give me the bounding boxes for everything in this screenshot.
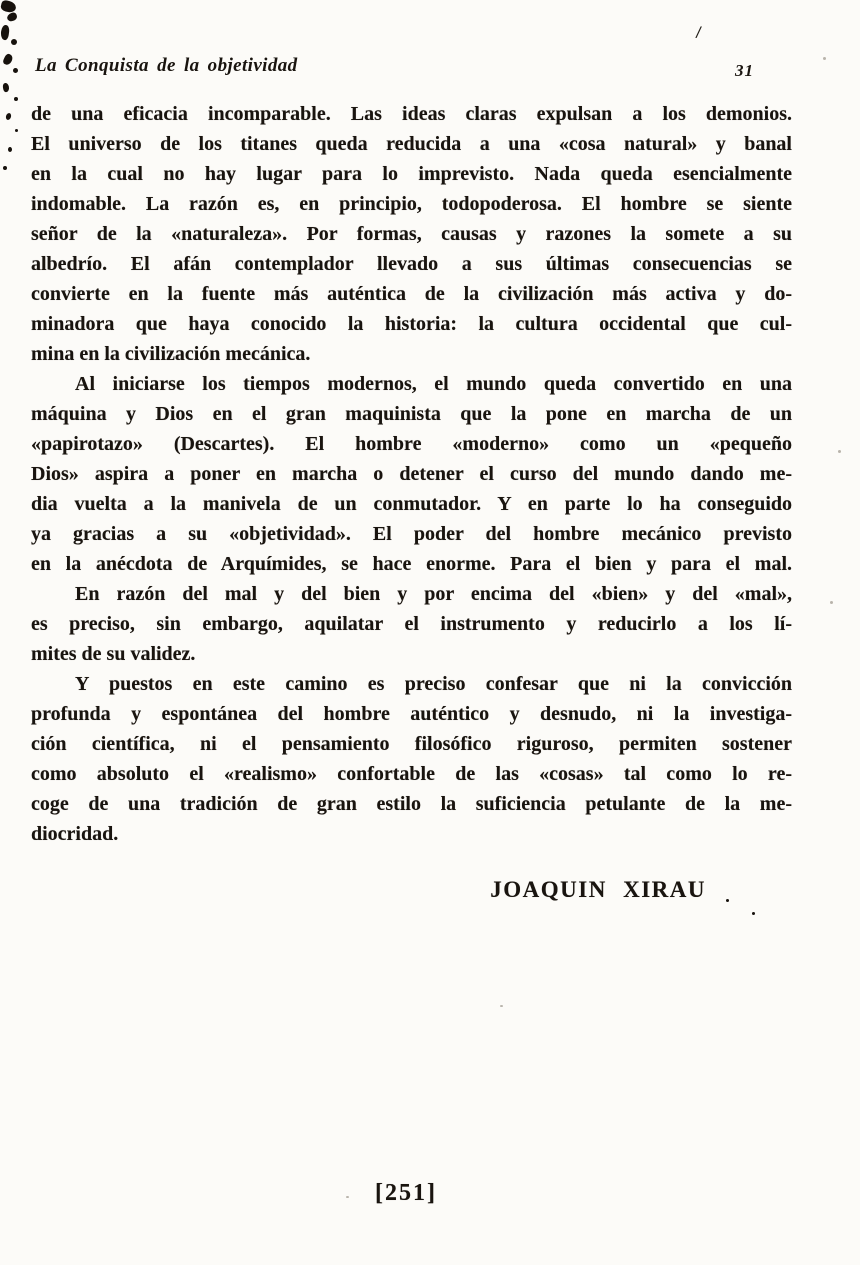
page-number: 31: [735, 61, 754, 80]
text-line: El universo de los titanes queda reducida a una «cosa natural» y banal: [31, 133, 792, 155]
text-line: minadora que haya conocido la historia: la cultura occidental que cul-: [31, 313, 792, 335]
folio-number: [251]: [375, 1180, 437, 1206]
body-text: [31, 99, 792, 849]
text-line: como absoluto el «realismo» confortable de las «cosas» tal como lo re-: [31, 763, 792, 785]
text-line: Dios» aspira a poner en marcha o detener el curso del mundo dando me-: [31, 463, 792, 485]
text-line: albedrío. El afán contemplador llevado a sus últimas consecuencias se: [31, 253, 792, 275]
text-line: dia vuelta a la manivela de un conmutador. Y en parte lo ha conseguido: [31, 493, 792, 515]
text-line: ción científica, ni el pensamiento filosófico riguroso, permiten sostener: [31, 733, 792, 755]
text-line: mina en la civilización mecánica.: [31, 343, 311, 365]
text-line: diocridad.: [31, 823, 119, 845]
text-line: Y puestos en este camino es preciso confesar que ni la convicción: [75, 673, 792, 695]
text-line: de una eficacia incomparable. Las ideas claras expulsan a los demonios.: [31, 103, 792, 125]
page-header: [35, 55, 754, 81]
text-line: coge de una tradición de gran estilo la suficiencia petulante de la me-: [31, 793, 792, 815]
text-line: en la cual no hay lugar para lo imprevisto. Nada queda esencialmente: [31, 163, 792, 185]
text-line: «papirotazo» (Descartes). El hombre «moderno» como un «pequeño: [31, 433, 792, 455]
scan-slash-mark: /: [695, 21, 703, 43]
text-line: convierte en la fuente más auténtica de la civilización más activa y do-: [31, 283, 792, 305]
running-head-title: La Conquista de la objetividad: [35, 55, 298, 76]
author-signature: JOAQUIN XIRAU: [490, 877, 706, 902]
text-line: señor de la «naturaleza». Por formas, causas y razones la somete a su: [31, 223, 792, 245]
text-line: Al iniciarse los tiempos modernos, el mundo queda convertido en una: [75, 373, 792, 395]
text-line: mites de su validez.: [31, 643, 196, 665]
text-line: ya gracias a su «objetividad». El poder del hombre mecánico previsto: [31, 523, 792, 545]
text-line: En razón del mal y del bien y por encima del «bien» y del «mal»,: [75, 583, 792, 605]
text-line: profunda y espontánea del hombre auténtico y desnudo, ni la investiga-: [31, 703, 792, 725]
text-line: máquina y Dios en el gran maquinista que la pone en marcha de un: [31, 403, 792, 425]
text-line: es preciso, sin embargo, aquilatar el instrumento y reducirlo a los lí-: [31, 613, 792, 635]
text-line: en la anécdota de Arquímides, se hace enorme. Para el bien y para el mal.: [31, 553, 792, 575]
text-line: indomable. La razón es, en principio, todopoderosa. El hombre se siente: [31, 193, 792, 215]
